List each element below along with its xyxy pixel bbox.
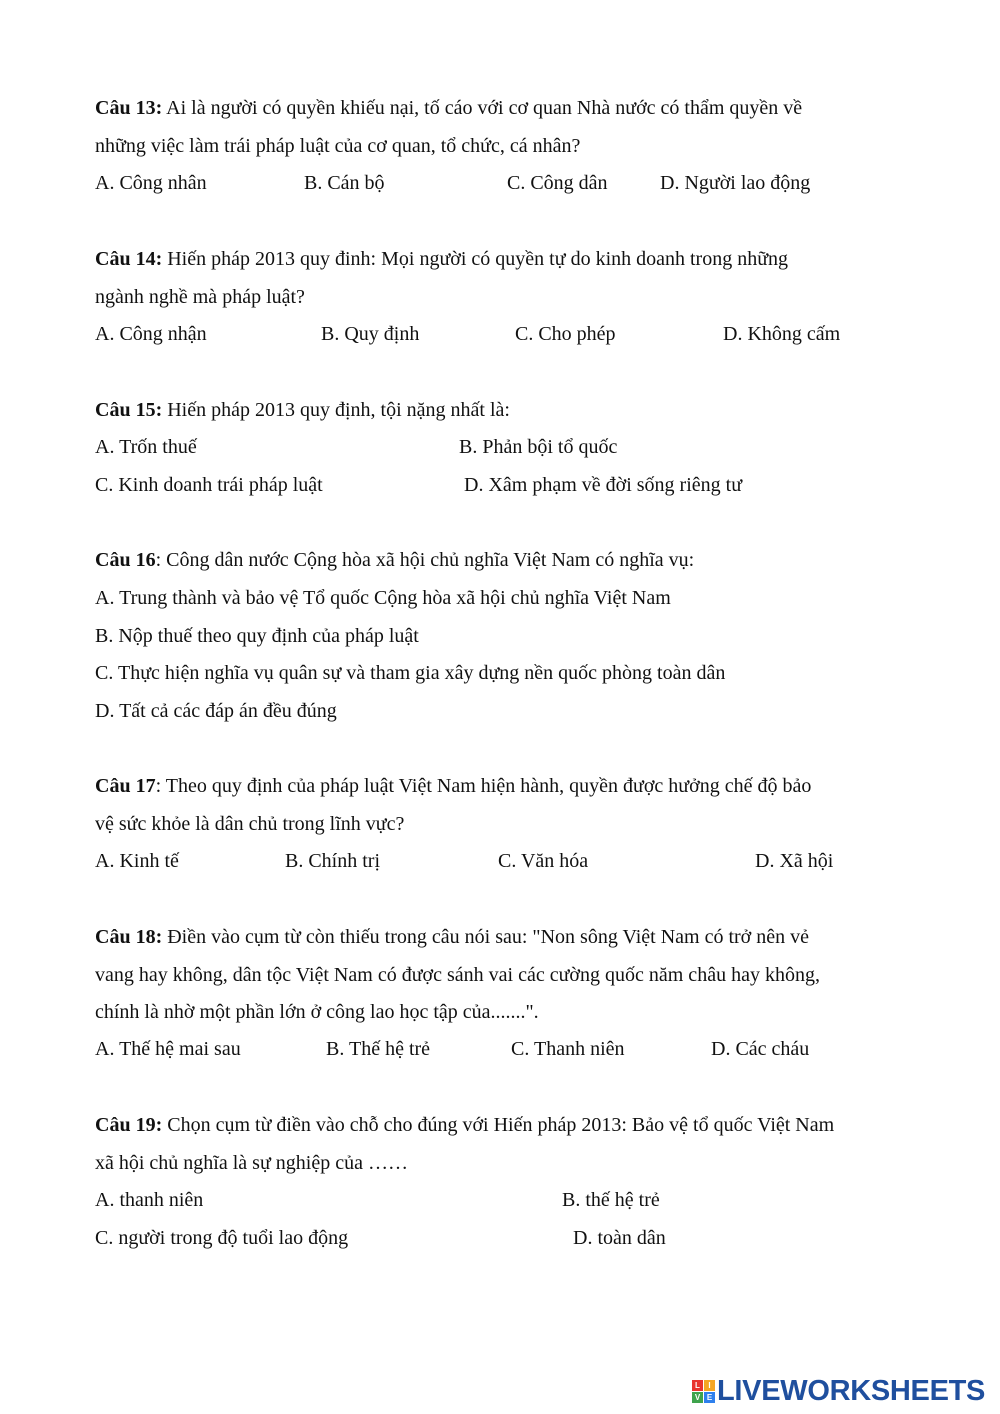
- question-17-option-b[interactable]: B. Chính trị: [285, 850, 381, 872]
- question-14-text: Hiến pháp 2013 quy đinh: Mọi người có quyền tự do kinh doanh trong những: [162, 248, 789, 270]
- question-14-option-d[interactable]: D. Không cấm: [723, 323, 841, 345]
- question-13-option-c[interactable]: C. Công dân: [507, 172, 608, 194]
- question-18-option-c[interactable]: C. Thanh niên: [511, 1038, 625, 1060]
- question-13-line-1: [95, 96, 802, 120]
- question-16-line-1: [95, 548, 694, 572]
- logo-tile-3: V: [692, 1392, 703, 1403]
- question-17-line-1: [95, 774, 811, 798]
- question-17-option-a[interactable]: A. Kinh tế: [95, 850, 179, 872]
- question-19-line-2: xã hội chủ nghĩa là sự nghiệp của ……: [95, 1152, 408, 1174]
- question-13-option-d[interactable]: D. Người lao động: [660, 172, 811, 194]
- question-15-line-1: [95, 398, 510, 422]
- question-19-line-1: [95, 1113, 834, 1137]
- question-18-line-3: chính là nhờ một phần lớn ở công lao học tập của.......".: [95, 1001, 539, 1023]
- logo-tile-2: I: [704, 1380, 715, 1391]
- question-18-option-b[interactable]: B. Thế hệ trẻ: [326, 1038, 431, 1060]
- question-14-option-a[interactable]: A. Công nhận: [95, 323, 207, 345]
- logo-tile-4: E: [704, 1392, 715, 1403]
- question-17-option-d[interactable]: D. Xã hội: [755, 850, 834, 872]
- question-18-number: Câu 18:: [95, 926, 163, 948]
- question-16-number: Câu 16: [95, 549, 156, 571]
- question-16-option-d[interactable]: D. Tất cả các đáp án đều đúng: [95, 700, 337, 722]
- question-17-line-2: vệ sức khỏe là dân chủ trong lĩnh vực?: [95, 813, 405, 835]
- question-17-text: : Theo quy định của pháp luật Việt Nam hiện hành, quyền được hưởng chế độ bảo: [155, 775, 812, 797]
- question-18-line-1: [95, 925, 809, 949]
- question-19-number: Câu 19:: [95, 1114, 163, 1136]
- question-15-option-d[interactable]: D. Xâm phạm về đời sống riêng tư: [464, 474, 743, 496]
- question-18-option-a[interactable]: A. Thế hệ mai sau: [95, 1038, 241, 1060]
- question-18-text: Điền vào cụm từ còn thiếu trong câu nói sau: "Non sông Việt Nam có trở nên vẻ: [162, 926, 809, 948]
- question-19-option-a[interactable]: A. thanh niên: [95, 1189, 204, 1211]
- question-13-option-a[interactable]: A. Công nhân: [95, 172, 207, 194]
- question-14-option-b[interactable]: B. Quy định: [321, 323, 420, 345]
- question-15-text: Hiến pháp 2013 quy định, tội nặng nhất là:: [162, 399, 510, 421]
- question-15-option-a[interactable]: A. Trốn thuế: [95, 436, 197, 458]
- question-15-option-b[interactable]: B. Phản bội tổ quốc: [459, 436, 618, 458]
- question-15-option-c[interactable]: C. Kinh doanh trái pháp luật: [95, 474, 323, 496]
- liveworksheets-brand[interactable]: [692, 1374, 985, 1408]
- question-18-line-2: vang hay không, dân tộc Việt Nam có được sánh vai các cường quốc năm châu hay không,: [95, 964, 820, 986]
- question-13-option-b[interactable]: B. Cán bộ: [304, 172, 385, 194]
- question-16-option-c[interactable]: C. Thực hiện nghĩa vụ quân sự và tham gia xây dựng nền quốc phòng toàn dân: [95, 662, 726, 684]
- logo-tile-1: L: [692, 1380, 703, 1391]
- question-15-number: Câu 15:: [95, 399, 163, 421]
- question-19-option-c[interactable]: C. người trong độ tuổi lao động: [95, 1227, 349, 1249]
- question-13-number: Câu 13:: [95, 97, 163, 119]
- question-16-option-b[interactable]: B. Nộp thuế theo quy định của pháp luật: [95, 625, 419, 647]
- question-17-option-c[interactable]: C. Văn hóa: [498, 850, 589, 872]
- question-13-line-2: những việc làm trái pháp luật của cơ quan, tổ chức, cá nhân?: [95, 135, 581, 157]
- question-18-option-d[interactable]: D. Các cháu: [711, 1038, 810, 1060]
- question-19-text: Chọn cụm từ điền vào chỗ cho đúng với Hiến pháp 2013: Bảo vệ tổ quốc Việt Nam: [162, 1114, 835, 1136]
- question-16-text: : Công dân nước Cộng hòa xã hội chủ nghĩa Việt Nam có nghĩa vụ:: [155, 549, 695, 571]
- question-14-line-1: [95, 247, 788, 271]
- liveworksheets-logo-icon: [692, 1380, 715, 1403]
- question-16-option-a[interactable]: A. Trung thành và bảo vệ Tổ quốc Cộng hòa xã hội chủ nghĩa Việt Nam: [95, 587, 671, 609]
- question-14-line-2: ngành nghề mà pháp luật?: [95, 286, 305, 308]
- question-19-option-d[interactable]: D. toàn dân: [573, 1227, 666, 1249]
- question-17-number: Câu 17: [95, 775, 156, 797]
- question-13-text: Ai là người có quyền khiếu nại, tố cáo với cơ quan Nhà nước có thẩm quyền về: [162, 97, 803, 119]
- question-19-option-b[interactable]: B. thế hệ trẻ: [562, 1189, 660, 1211]
- question-14-option-c[interactable]: C. Cho phép: [515, 323, 616, 345]
- question-14-number: Câu 14:: [95, 248, 163, 270]
- brand-name: LIVEWORKSHEETS: [717, 1374, 986, 1407]
